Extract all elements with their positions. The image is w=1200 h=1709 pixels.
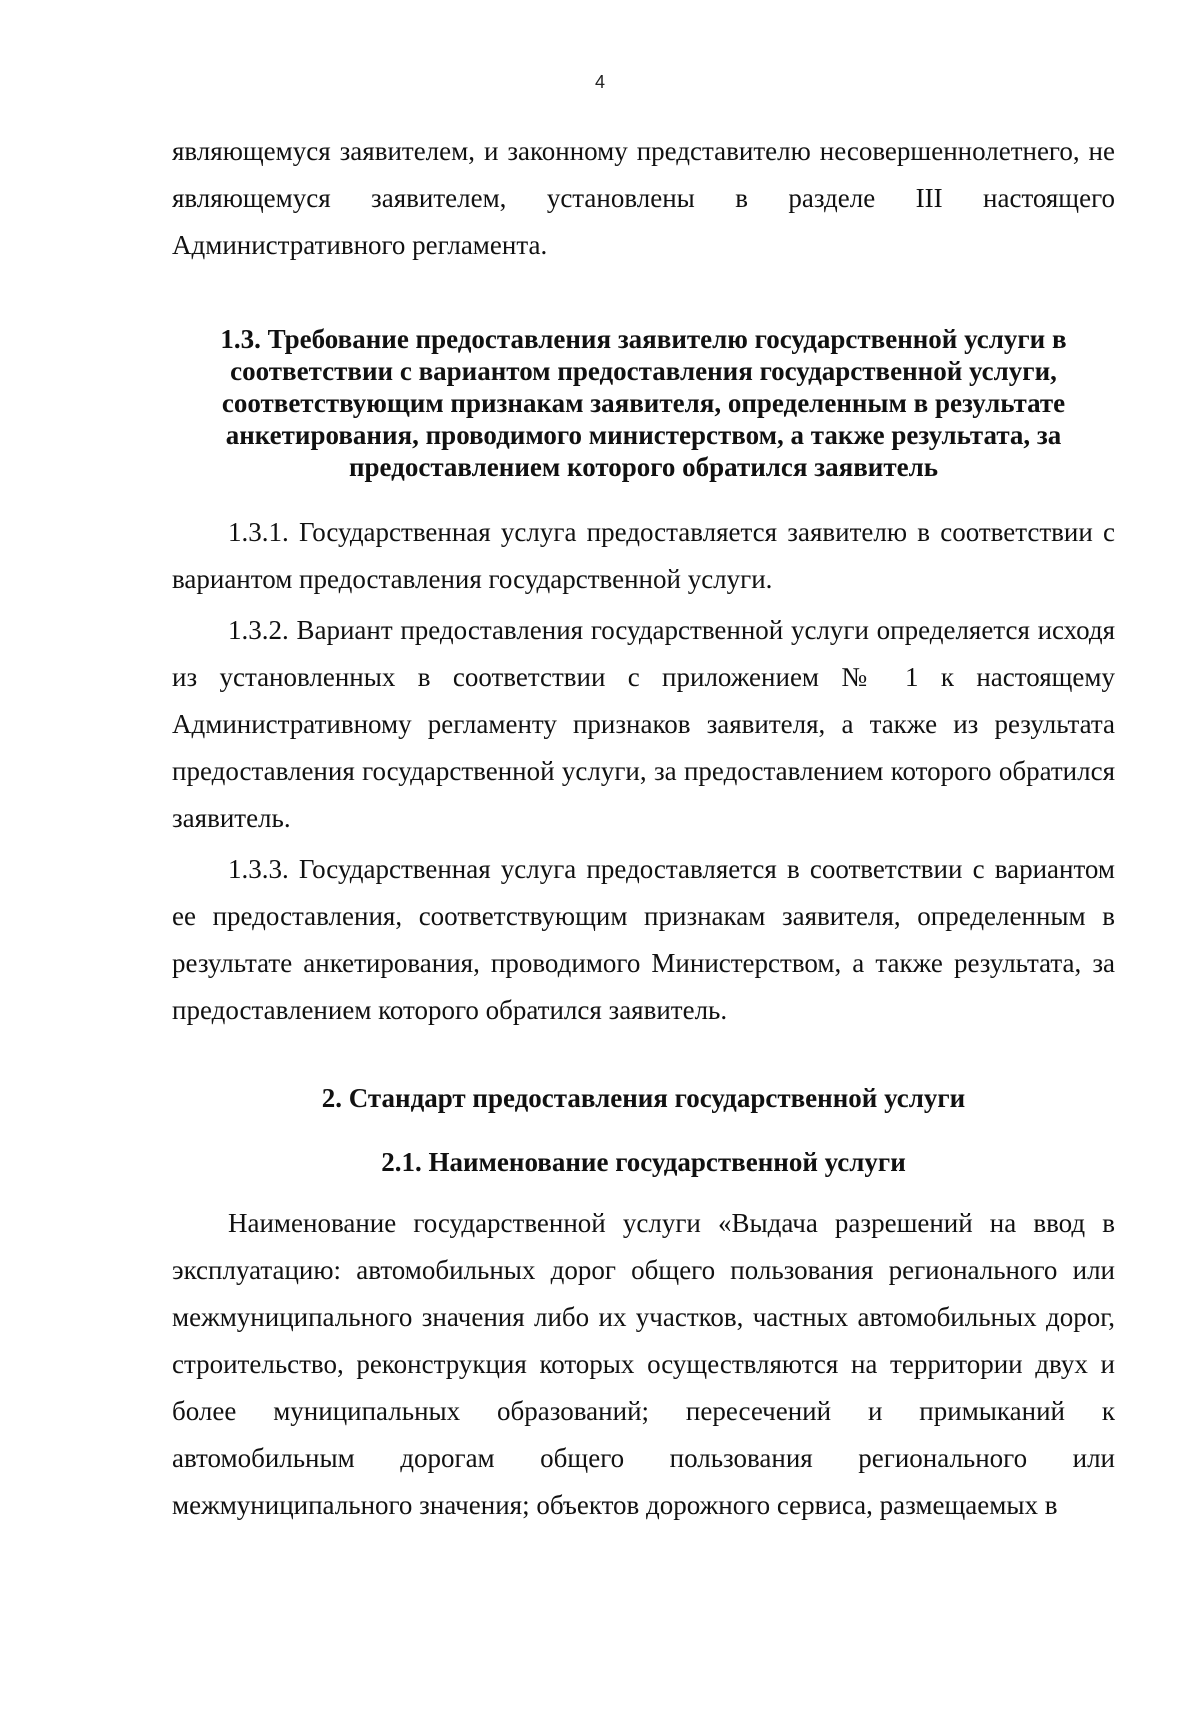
top-paragraph: являющемуся заявителем, и законному представителю несовершеннолетнего, не являющемуся заявителем, установлены в разделе III настоящего Административного регламента. [172,136,1115,260]
paragraph-1-3-2: 1.3.2. Вариант предоставления государственной услуги определяется исходя из установленных в соответствии с приложением № 1 к настоящему Административному регламенту признаков заявителя, а также из результата предоставления государственной услуги, за предоставлением которого обратился заявитель. [172,615,1115,833]
paragraph-1-3-1: 1.3.1. Государственная услуга предоставляется заявителю в соответствии с вариантом предоставления государственной услуги. [172,517,1115,594]
section-1-3-heading: 1.3. Требование предоставления заявителю государственной услуги в соответствии с вариантом предоставления государственной услуги, соответствующим признакам заявителя, определенным в результате анкетирования, проводимого министерством, а также результата, за предоставлением которого обратился заявитель [220,324,1067,482]
section-2-heading: 2. Стандарт предоставления государственной услуги [321,1083,966,1113]
section-2-1-heading: 2.1. Наименование государственной услуги [381,1147,906,1177]
paragraph-2-1: Наименование государственной услуги «Выдача разрешений на ввод в эксплуатацию: автомобильных дорог общего пользования регионального или межмуниципального значения либо их участков, частных автомобильных дорог, строительство, реконструкция которых осуществляются на территории двух и более муниципальных образований; пересечений и примыканий к автомобильным дорогам общего пользования регионального или межмуниципального значения; объектов дорожного сервиса, размещаемых в [172,1208,1115,1520]
page-number: 4 [594,72,605,92]
paragraph-1-3-3: 1.3.3. Государственная услуга предоставляется в соответствии с вариантом ее предоставления, соответствующим признакам заявителя, определенным в результате анкетирования, проводимого Министерством, а также результата, за предоставлением которого обратился заявитель. [172,854,1115,1025]
document-body [172,128,1115,1529]
